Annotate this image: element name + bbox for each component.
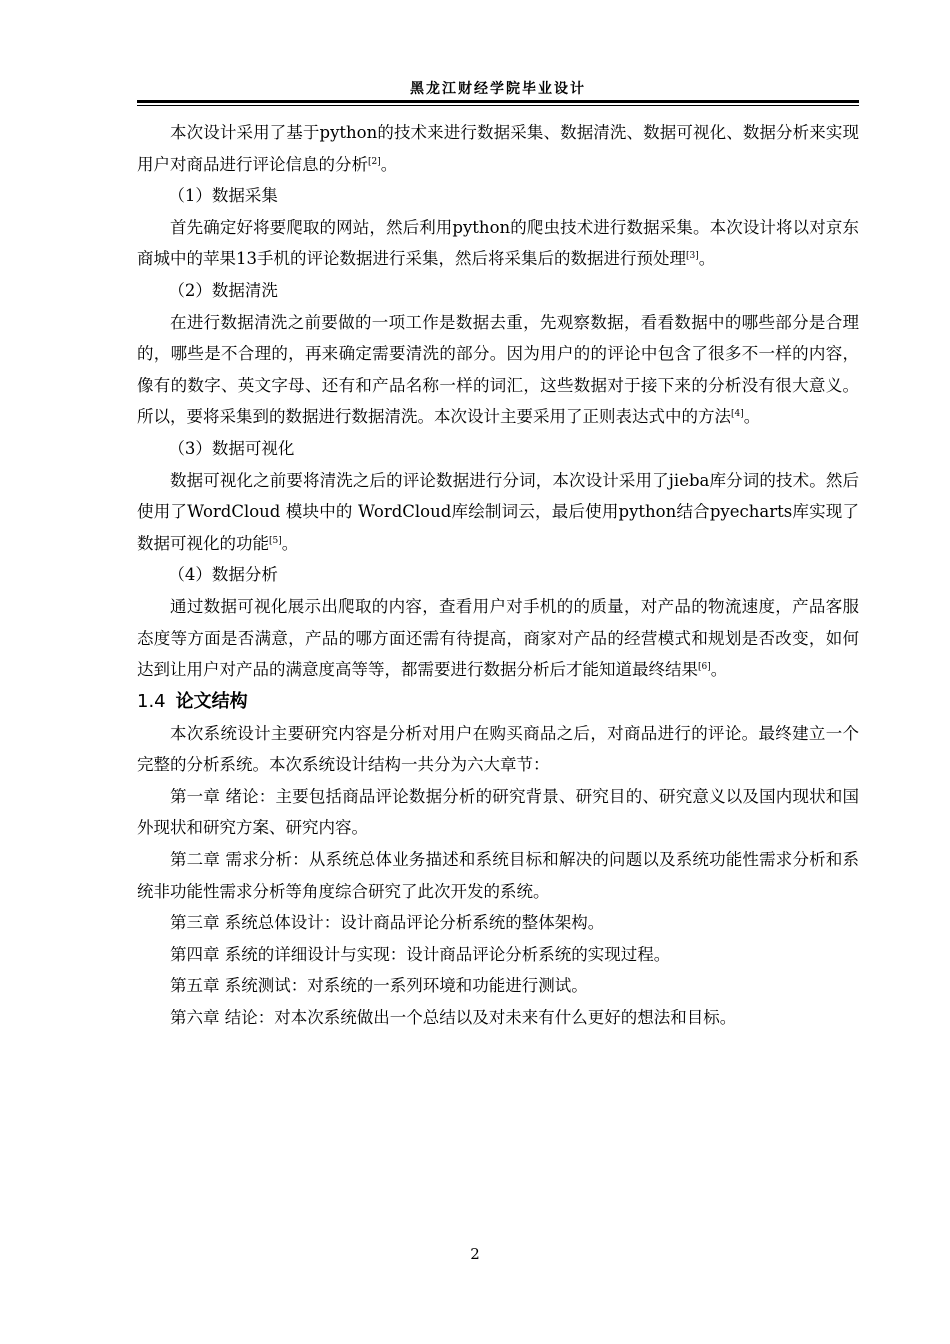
paragraph-data-collection: [137, 212, 859, 275]
paragraph-text: 数据可视化之前要将清洗之后的评论数据进行分词，本次设计采用了jieba库分词的技术。然后使用了WordCloud 模块中的 WordCloud库绘制词云，最后使用python结合pyecharts库实现了数据可视化的功能: [137, 470, 859, 553]
paragraph-intro: [137, 117, 859, 180]
document-body: [137, 117, 859, 1034]
header-rule-thin: [137, 105, 859, 106]
citation-ref: [5]: [269, 535, 282, 546]
header-title: 黑龙江财经学院毕业设计: [410, 81, 586, 97]
chapter-item-1: 第一章 绪论：主要包括商品评论数据分析的研究背景、研究目的、研究意义以及国内现状和国外现状和研究方案、研究内容。: [137, 786, 859, 838]
citation-ref: [3]: [686, 251, 699, 262]
paragraph-end: 。: [380, 154, 398, 174]
section-number: 1.4: [137, 690, 166, 712]
chapter-item-4: 第四章 系统的详细设计与实现：设计商品评论分析系统的实现过程。: [170, 944, 671, 964]
subheading-data-analysis: （4）数据分析: [168, 565, 278, 585]
page-header: [137, 80, 859, 106]
citation-ref: [4]: [731, 409, 744, 420]
paragraph-text: 首先确定好将要爬取的网站，然后利用python的爬虫技术进行数据采集。本次设计将以对京东商城中的苹果13手机的评论数据进行采集，然后将采集后的数据进行预处理: [137, 217, 859, 269]
paragraph-data-cleaning: [137, 307, 859, 433]
paragraph-end: 。: [698, 249, 716, 269]
paragraph-text: 本次设计采用了基于python的技术来进行数据采集、数据清洗、数据可视化、数据分析来实现用户对商品进行评论信息的分析: [137, 123, 859, 174]
paragraph-data-visualization: [137, 465, 859, 560]
paragraph-data-analysis: [137, 591, 859, 686]
chapter-item-6: 第六章 结论：对本次系统做出一个总结以及对未来有什么更好的想法和目标。: [170, 1008, 737, 1028]
section-title: 论文结构: [175, 690, 248, 712]
chapter-item-3: 第三章 系统总体设计：设计商品评论分析系统的整体架构。: [170, 913, 605, 933]
chapter-item-5: 第五章 系统测试：对系统的一系列环境和功能进行测试。: [170, 976, 588, 996]
section-heading: [137, 686, 859, 718]
paragraph-end: 。: [281, 533, 299, 553]
paragraph-text: 通过数据可视化展示出爬取的内容，查看用户对手机的的质量，对产品的物流速度，产品客服态度等方面是否满意，产品的哪方面还需有待提高，商家对产品的经营模式和规划是否改变，如何达到让用户对产品的满意度高等等，都需要进行数据分析后才能知道最终结果: [137, 596, 859, 680]
citation-ref: [6]: [698, 662, 711, 673]
header-rule-thick: [137, 100, 859, 103]
subheading-data-visualization: （3）数据可视化: [168, 438, 295, 458]
subheading-data-cleaning: （2）数据清洗: [168, 280, 278, 300]
paragraph-structure-intro: 本次系统设计主要研究内容是分析对用户在购买商品之后，对商品进行的评论。最终建立一个完整的分析系统。本次系统设计结构一共分为六大章节：: [137, 723, 859, 775]
paragraph-end: 。: [710, 660, 728, 680]
paragraph-text: 在进行数据清洗之前要做的一项工作是数据去重，先观察数据，看看数据中的哪些部分是合理的，哪些是不合理的，再来确定需要清洗的部分。因为用户的的评论中包含了很多不一样的内容，像有的数字、英文字母、还有和产品名称一样的词汇，这些数据对于接下来的分析没有很大意义。所以，要将采集到的数据进行数据清洗。本次设计主要采用了正则表达式中的方法: [137, 312, 859, 427]
chapter-item-2: 第二章 需求分析：从系统总体业务描述和系统目标和解决的问题以及系统功能性需求分析和系统非功能性需求分析等角度综合研究了此次开发的系统。: [137, 850, 859, 901]
citation-ref: [2]: [368, 156, 381, 167]
page-number: 2: [470, 1245, 480, 1263]
subheading-data-collection: （1）数据采集: [168, 186, 278, 206]
paragraph-end: 。: [743, 407, 761, 427]
